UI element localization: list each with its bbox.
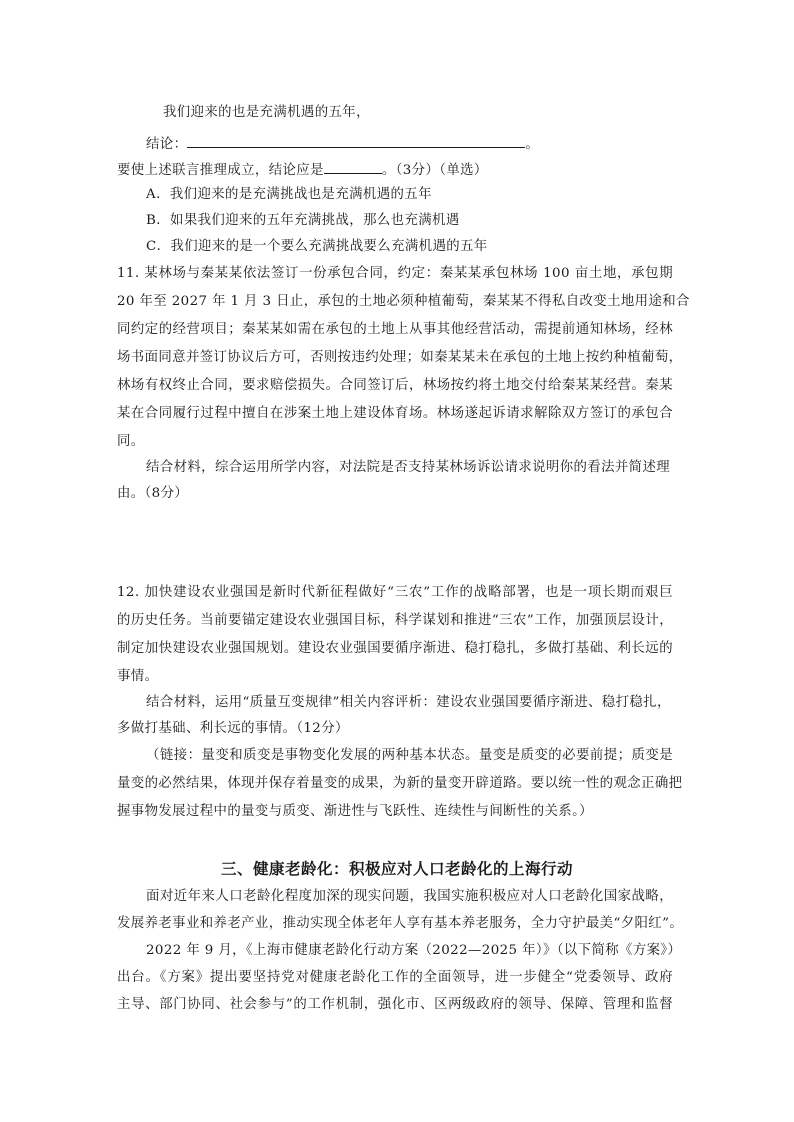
q11-line: 林场有权终止合同，要求赔偿损失。合同签订后，林场按约将土地交付给秦某某经营。秦某	[117, 378, 673, 393]
q10-prompt-post: 。（3分）（单选）	[381, 163, 488, 178]
section-paragraph-line: 面对近年来人口老龄化程度加深的现实问题，我国实施积极应对人口老龄化国家战略，	[146, 889, 673, 904]
q12-line: 12. 加快建设农业强国是新时代新征程做好“三农”工作的战略部署，也是一项长期而艰巨	[117, 585, 673, 600]
q11-line: 同约定的经营项目；秦某某如需在承包的土地上从事其他经营活动，需提前通知林场，经林	[117, 322, 673, 337]
q12-hint-line: 握事物发展过程中的量变与质变、渐进性与飞跃性、连续性与间断性的关系。）	[117, 804, 593, 819]
q12-hint-line: 量变的必然结果，体现并保存着量变的成果，为新的量变开辟道路。要以统一性的观念正确把	[117, 776, 683, 791]
conclusion-end: 。	[525, 137, 540, 152]
q11-line: 同。	[117, 434, 145, 449]
q11-line: 某在合同履行过程中擅自在涉案土地上建设体育场。林场遂起诉请求解除双方签订的承包合	[117, 406, 673, 421]
q10-prompt	[117, 159, 488, 181]
q12-line: 的历史任务。当前要锚定建设农业强国目标，科学谋划和推进“三农”工作，加强顶层设计，	[117, 613, 673, 628]
q12-task-end: 多做打基础、利长远的事情。（12分）	[117, 721, 349, 736]
conclusion-blank[interactable]	[187, 133, 525, 148]
q12-line: 制定加快建设农业强国规划。建设农业强国要循序渐进、稳打稳扎，多做打基础、利长远的	[117, 641, 673, 656]
q10-answer-blank[interactable]	[324, 159, 382, 174]
q11-line: 11. 某林场与秦某某依法签订一份承包合同，约定：秦某某承包林场 100 亩土地，承包期	[117, 266, 673, 281]
option-a: A．我们迎来的是充满挑战也是充满机遇的五年	[146, 187, 432, 202]
option-b: B．如果我们迎来的五年充满挑战，那么也充满机遇	[146, 213, 460, 228]
q11-task-end: 由。（8分）	[117, 486, 189, 501]
premise-line: 我们迎来的也是充满机遇的五年，	[163, 105, 370, 120]
conclusion-line	[146, 133, 539, 155]
q10-prompt-pre: 要使上述联言推理成立，结论应是	[117, 163, 324, 178]
section-paragraph-line: 出台。《方案》提出要坚持党对健康老龄化工作的全面领导，进一步健全“党委领导、政府	[117, 970, 673, 985]
option-c: C．我们迎来的是一个要么充满挑战要么充满机遇的五年	[146, 239, 488, 254]
section-paragraph-line: 2022 年 9 月，《上海市健康老龄化行动方案（2022—2025 年）》（以下简称《方案》）	[146, 943, 682, 958]
conclusion-label: 结论：	[146, 137, 188, 152]
section-heading: 三、健康老龄化：积极应对人口老龄化的上海行动	[220, 860, 573, 878]
section-paragraph-line: 发展养老事业和养老产业，推动实现全体老年人享有基本养老服务，全力守护最美“夕阳红”。	[117, 916, 684, 931]
q11-line: 场书面同意并签订协议后方可，否则按违约处理；如秦某某未在承包的土地上按约种植葡萄，	[117, 350, 683, 365]
q11-line: 20 年至 2027 年 1 月 3 日止，承包的土地必须种植葡萄，秦某某不得私自改变土地用途和合	[117, 294, 690, 309]
section-paragraph-line: 主导、部门协同、社会参与”的工作机制，强化市、区两级政府的领导、保障、管理和监督	[117, 997, 673, 1012]
q12-hint-line: （链接：量变和质变是事物变化发展的两种基本状态。量变是质变的必要前提；质变是	[146, 748, 673, 763]
q12-line: 事情。	[117, 669, 159, 684]
q12-task: 结合材料，运用“质量互变规律”相关内容评析：建设农业强国要循序渐进、稳打稳扎，	[146, 695, 671, 710]
q11-task: 结合材料，综合运用所学内容，对法院是否支持某林场诉讼请求说明你的看法并简述理	[146, 460, 671, 475]
